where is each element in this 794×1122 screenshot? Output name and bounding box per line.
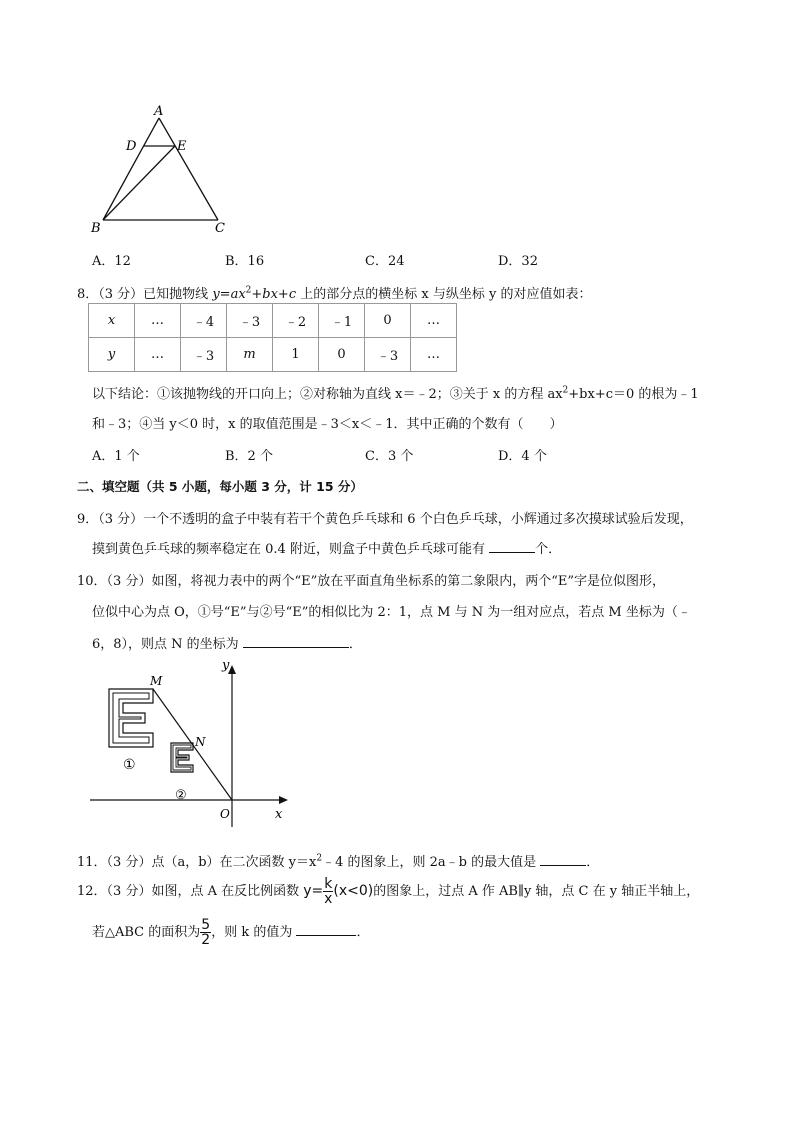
- e-shape-1-inner: [113, 693, 149, 743]
- q12-fraction-area: [200, 918, 211, 947]
- q8-option-b[interactable]: B．2 个: [225, 449, 273, 464]
- label-circle-1: ①: [123, 757, 136, 773]
- table-cell: 1: [273, 338, 319, 372]
- table-row-y: [89, 338, 457, 372]
- label-m: M: [150, 674, 163, 688]
- q9-answer-blank[interactable]: [489, 540, 535, 553]
- q9-line1: 9．（3 分）一个不透明的盒子中装有若干个黄色乒乓球和 6 个白色乒乓球，小辉通过多次摸球试验后发现，: [77, 512, 693, 527]
- table-cell: ﹣3: [365, 338, 411, 372]
- label-e: E: [177, 139, 187, 154]
- q12-text: 12．（3 分）如图，点 A 在反比例函数: [77, 884, 304, 899]
- segment-be: [103, 146, 175, 220]
- q8-eq-y: y: [212, 287, 220, 302]
- q8-conclusion-line1: [92, 383, 699, 402]
- q8-conclusion-sup: 2: [562, 385, 569, 396]
- table-cell: …: [135, 338, 181, 372]
- q10-text-end: ．: [348, 637, 362, 652]
- label-d: D: [126, 139, 137, 154]
- q8-value-table: [88, 303, 457, 372]
- table-cell: ﹣2: [273, 304, 319, 338]
- label-y: y: [222, 658, 230, 673]
- q11-text-end: ．: [586, 855, 600, 870]
- q12-func-num: k: [324, 876, 333, 892]
- table-cell: ﹣1: [319, 304, 365, 338]
- q12-text: 的图象上，过点 A 作 AB∥y 轴，点 C 在 y 轴正半轴上，: [373, 884, 700, 899]
- table-cell: x: [89, 304, 135, 338]
- label-a: A: [154, 104, 164, 119]
- label-b: B: [91, 221, 101, 236]
- q11-text: ﹣4 的图象上，则 2a﹣b 的最大值是: [322, 855, 541, 870]
- q7-option-d[interactable]: D．32: [498, 254, 538, 269]
- line-m-o: [153, 689, 232, 800]
- table-cell: y: [89, 338, 135, 372]
- q12-text: ，则 k 的值为: [211, 925, 297, 940]
- e-shape-2: [171, 743, 193, 772]
- table-row-x: [89, 304, 457, 338]
- q10-text: 6，8），则点 N 的坐标为: [92, 637, 243, 652]
- q8-eq-rest: +bx+c: [251, 287, 297, 302]
- q10-answer-blank[interactable]: [243, 635, 349, 648]
- label-x: x: [275, 807, 283, 822]
- table-cell: 0: [319, 338, 365, 372]
- q12-area-num: 5: [201, 917, 211, 933]
- q9-line2: [92, 538, 561, 557]
- q8-option-c[interactable]: C．3 个: [365, 449, 414, 464]
- q7-option-b[interactable]: B．16: [225, 254, 265, 269]
- q12-func-cond: (x<0): [333, 883, 374, 899]
- q12-line2: [92, 918, 369, 948]
- q12-func-y: y=: [303, 883, 324, 899]
- e-shape-2-inner: [173, 745, 191, 770]
- side-ac: [159, 118, 218, 220]
- q8-eq-sup: 2: [245, 285, 252, 296]
- table-cell: …: [411, 304, 457, 338]
- q8-prefix: 8．（3 分）已知抛物线: [77, 287, 213, 302]
- table-cell: ﹣4: [181, 304, 227, 338]
- q12-area-den: 2: [201, 932, 211, 948]
- table-cell: …: [135, 304, 181, 338]
- q12-text-end: ．: [356, 925, 370, 940]
- q8-option-d[interactable]: D．4 个: [498, 449, 547, 464]
- q10-line1: 10．（3 分）如图，将视力表中的两个“E”放在平面直角坐标系的第二象限内，两个“E”字是位似图形，: [77, 574, 666, 589]
- q11-line: [77, 851, 599, 870]
- table-cell: 0: [365, 304, 411, 338]
- table-cell: ﹣3: [227, 304, 273, 338]
- table-cell: ﹣3: [181, 338, 227, 372]
- q9-text: 摸到黄色乒乓球的频率稳定在 0.4 附近，则盒子中黄色乒乓球可能有: [92, 542, 490, 557]
- q9-text-end: 个．: [535, 542, 562, 557]
- e-shape-1: [109, 689, 153, 747]
- section-heading: 二、填空题（共 5 小题，每小题 3 分，计 15 分）: [77, 479, 363, 494]
- label-n: N: [195, 735, 206, 749]
- q8-conclusion-text: 以下结论：①该抛物线的开口向上；②对称轴为直线 x＝﹣2；③关于 x 的方程 ax: [92, 387, 563, 402]
- q11-answer-blank[interactable]: [540, 853, 586, 866]
- q12-fraction-k-x: [323, 877, 333, 906]
- q7-option-c[interactable]: C．24: [365, 254, 405, 269]
- q8-conclusion-text: +bx+c＝0 的根为﹣1: [568, 387, 699, 402]
- similar-e-figure: [85, 655, 305, 830]
- q8-conclusion-line2: 和﹣3；④当 y＜0 时，x 的取值范围是﹣3＜x＜﹣1．其中正确的个数有（ ）: [92, 417, 563, 432]
- table-cell: m: [227, 338, 273, 372]
- q12-answer-blank[interactable]: [296, 923, 356, 936]
- q8-option-a[interactable]: A．1 个: [92, 449, 140, 464]
- q8-question: [77, 283, 591, 302]
- q7-option-a[interactable]: A．12: [92, 254, 131, 269]
- label-o: O: [220, 807, 230, 821]
- x-axis-arrow: [279, 796, 288, 804]
- triangle-figure: [85, 100, 245, 240]
- label-c: C: [215, 221, 225, 236]
- q12-func-den: x: [324, 891, 333, 907]
- q12-text: 若△ABC 的面积为: [92, 925, 201, 940]
- q12-line1: [77, 876, 699, 907]
- q11-sup: 2: [316, 853, 323, 864]
- table-cell: …: [411, 338, 457, 372]
- q8-eq-mid: =ax: [219, 287, 246, 302]
- label-circle-2: ②: [175, 788, 187, 803]
- q8-suffix: 上的部分点的横坐标 x 与纵坐标 y 的对应值如表：: [296, 287, 592, 302]
- q11-text: 11．（3 分）点（a，b）在二次函数 y＝x: [77, 855, 317, 870]
- q10-line3: [92, 633, 362, 652]
- side-ab: [103, 118, 159, 220]
- q10-line2: 位似中心为点 O，①号“E”与②号“E”的相似比为 2：1，点 M 与 N 为一组对应点，若点 M 坐标为（﹣: [92, 605, 691, 620]
